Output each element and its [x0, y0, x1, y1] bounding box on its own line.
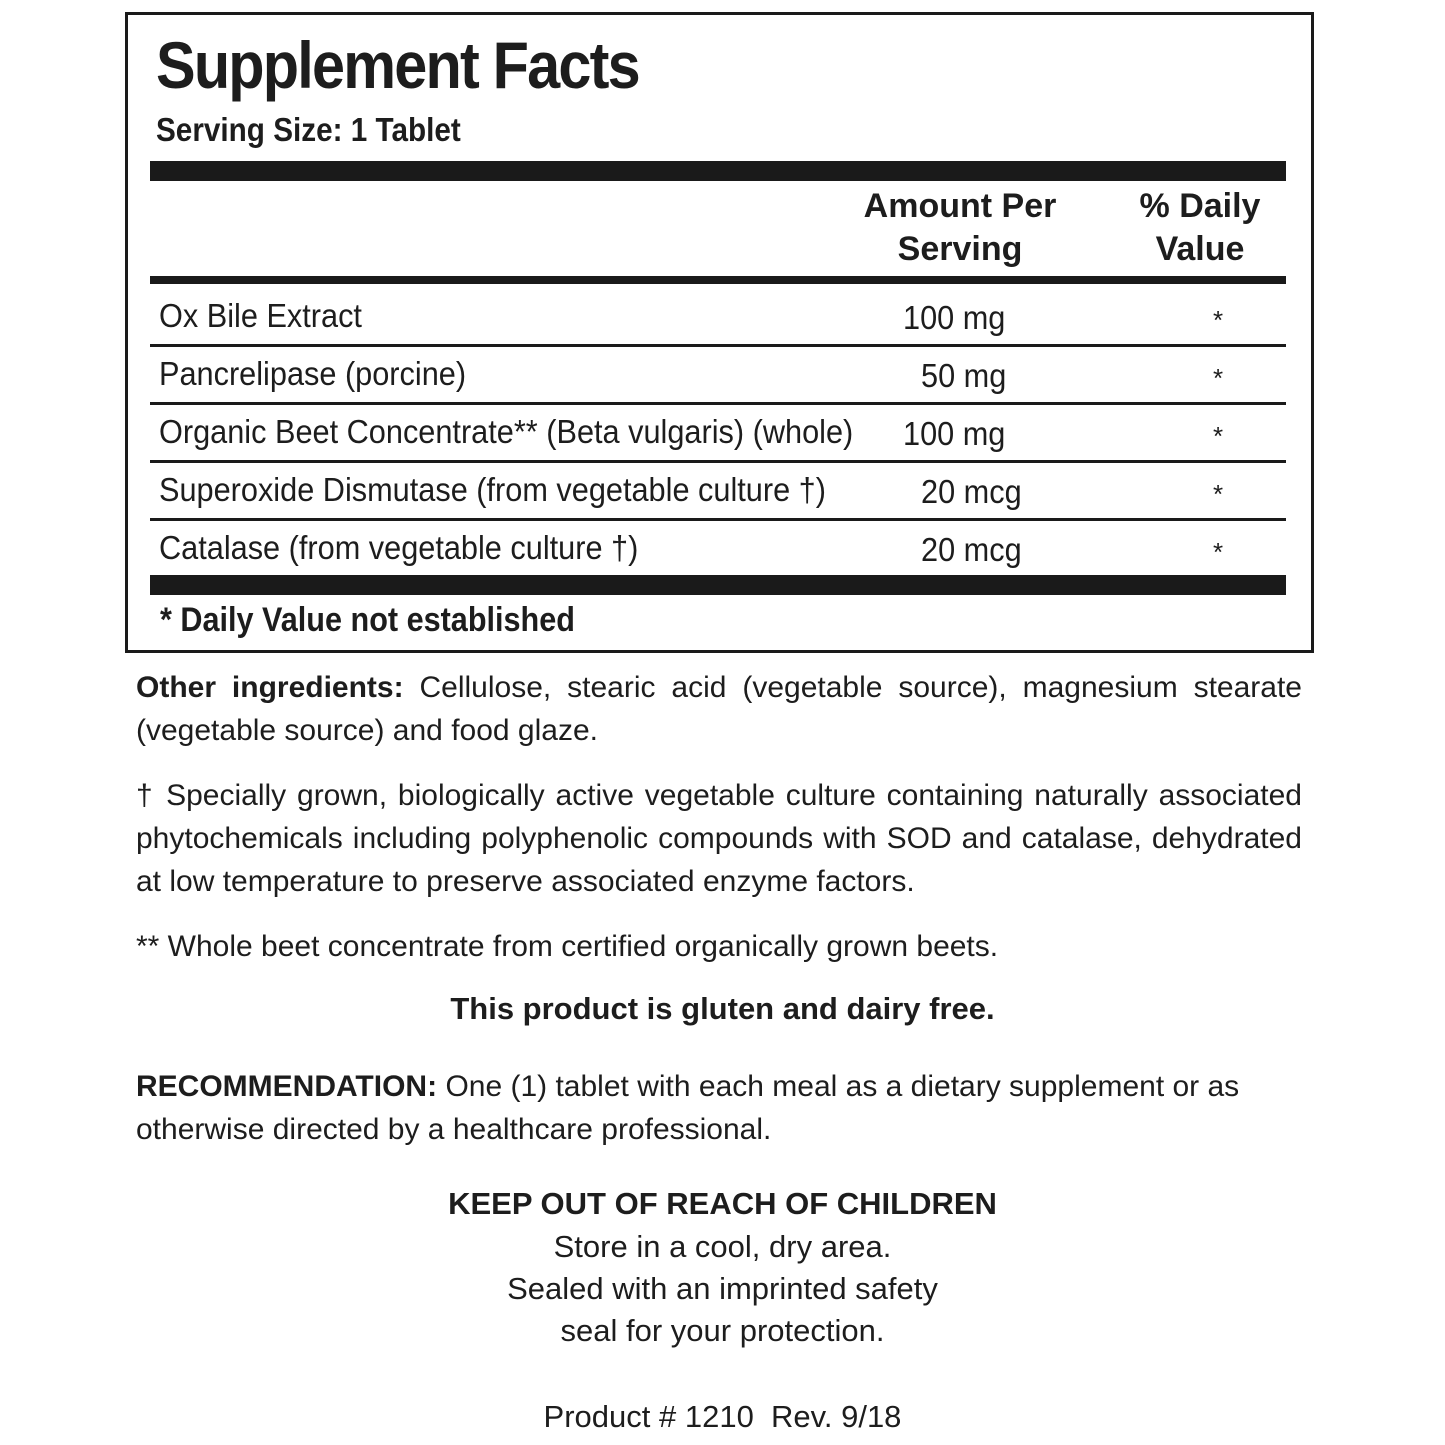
bottom-thick-divider — [150, 575, 1286, 595]
other-ingredients-label: Other ingredients: — [136, 671, 404, 704]
nutrient-amount: 20 mcg — [921, 473, 1022, 510]
daily-value-footnote: * Daily Value not established — [160, 601, 575, 639]
row-divider — [150, 518, 1286, 521]
recommendation — [136, 1065, 1302, 1151]
dagger-footnote: † Specially grown, biologically active vegetable culture containing naturally associated phytochemicals including polyphenolic compounds with SOD and catalase, dehydrated at low temperature to preserve associated enzyme factors. — [136, 779, 1302, 898]
nutrient-name: Pancrelipase (porcine) — [159, 355, 467, 392]
safety-seal-line-2: seal for your protection. — [560, 1313, 885, 1348]
header-divider — [150, 276, 1286, 284]
panel-title: Supplement Facts — [156, 28, 639, 102]
gluten-free-statement: This product is gluten and dairy free. — [450, 991, 995, 1026]
warning-heading: KEEP OUT OF REACH OF CHILDREN — [448, 1186, 997, 1221]
nutrient-amount: 20 mcg — [921, 531, 1022, 568]
recommendation-label: RECOMMENDATION: — [136, 1070, 438, 1103]
header-amount-per-serving: Amount Per Serving — [863, 187, 1057, 268]
nutrient-daily-value: * — [1212, 537, 1224, 567]
recommendation-text: One (1) tablet with each meal as a dietary supplement or as otherwise directed by a healthcare professional. — [136, 1070, 1240, 1146]
row-divider — [150, 460, 1286, 463]
row-divider — [150, 402, 1286, 405]
nutrient-name: Organic Beet Concentrate** (Beta vulgaris) (whole) — [159, 413, 854, 450]
nutrient-daily-value: * — [1212, 305, 1224, 335]
row-divider — [150, 344, 1286, 347]
nutrient-name: Ox Bile Extract — [159, 297, 362, 334]
product-number: Product # 1210 Rev. 9/18 — [543, 1399, 902, 1434]
header-daily-value: % Daily Value — [1139, 187, 1261, 268]
other-ingredients-text: Cellulose, stearic acid (vegetable source), magnesium stearate (vegetable source) and food glaze. — [136, 671, 1302, 747]
nutrient-amount: 100 mg — [903, 415, 1006, 452]
nutrient-daily-value: * — [1212, 479, 1224, 509]
nutrient-name: Superoxide Dismutase (from vegetable culture †) — [159, 471, 826, 508]
nutrient-name: Catalase (from vegetable culture †) — [159, 529, 639, 566]
serving-size: Serving Size: 1 Tablet — [156, 111, 461, 148]
nutrient-daily-value: * — [1212, 363, 1224, 393]
top-thick-divider — [150, 161, 1286, 181]
nutrient-amount: 50 mg — [921, 357, 1007, 394]
nutrient-amount: 100 mg — [903, 299, 1006, 336]
other-ingredients — [136, 666, 1302, 752]
supplement-facts-panel — [125, 12, 1314, 653]
safety-seal-line-1: Sealed with an imprinted safety — [507, 1271, 938, 1306]
beet-footnote: ** Whole beet concentrate from certified organically grown beets. — [136, 930, 999, 963]
nutrient-daily-value: * — [1212, 421, 1224, 451]
storage-instruction: Store in a cool, dry area. — [553, 1229, 892, 1264]
